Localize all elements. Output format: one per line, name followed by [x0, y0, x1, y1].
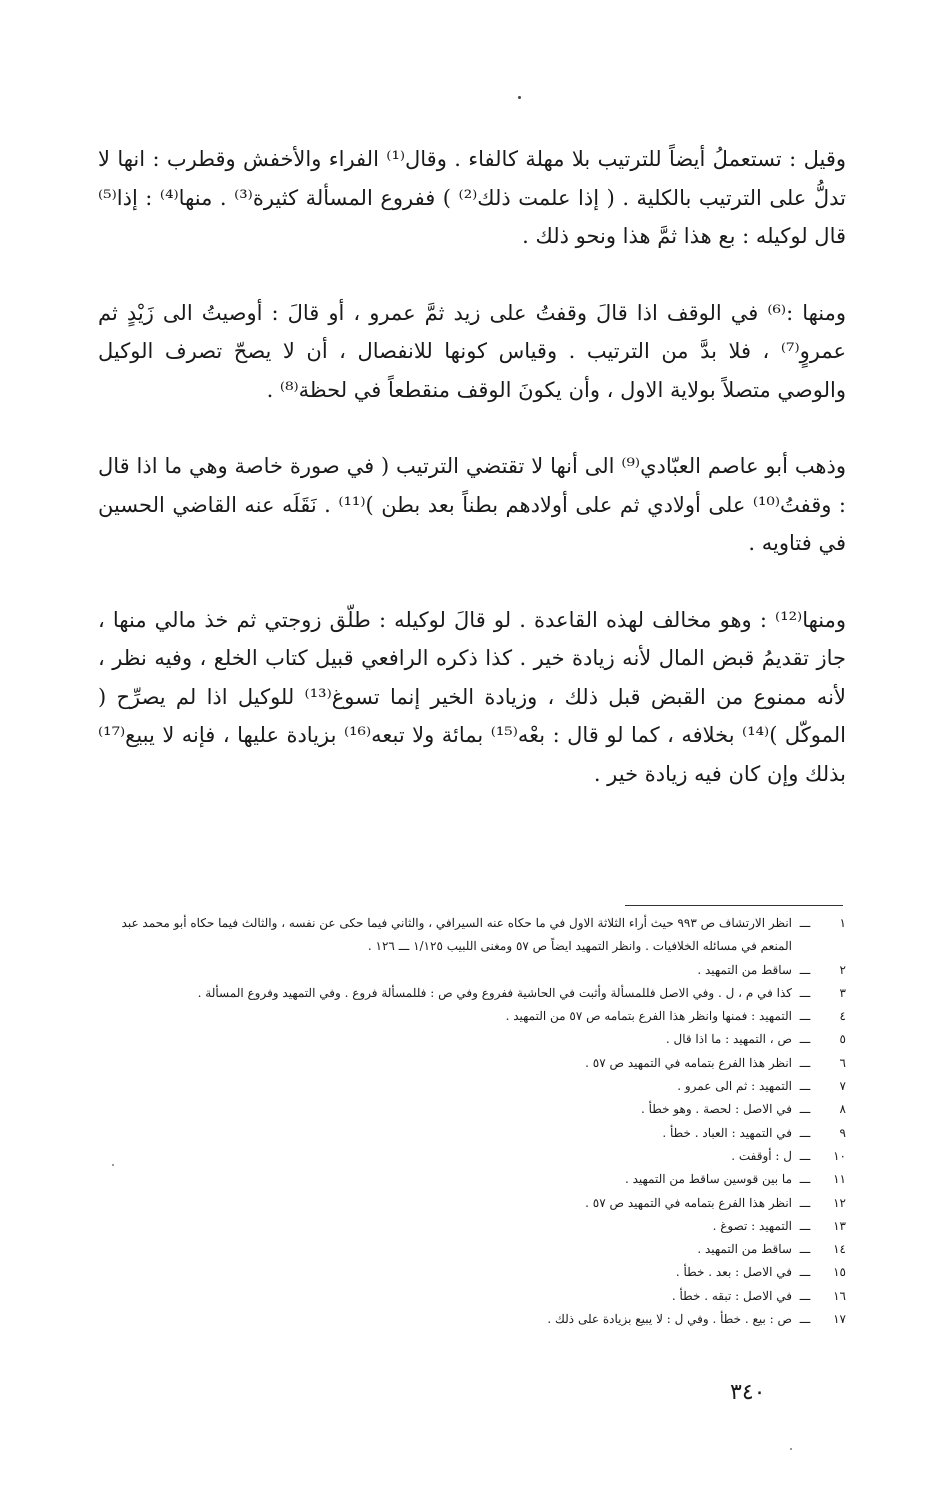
footnote — [98, 1075, 846, 1098]
scan-speck — [112, 1164, 114, 1166]
footnote-number: ١١ — [833, 1172, 846, 1187]
footnote-text: التمهيد : تصوغ . — [712, 1218, 792, 1233]
footnote-number: ١٠ — [833, 1148, 846, 1163]
footnote — [98, 1005, 846, 1028]
footnote-dash: ـــ — [799, 1032, 811, 1047]
footnote-dash: ـــ — [799, 1265, 811, 1280]
footnote-text: انظر هذا الفرع بتمامه في التمهيد ص ٥٧ . — [585, 1195, 792, 1210]
footnote — [98, 1261, 846, 1284]
footnote-text: ص : بيع . خطأ . وفي ل : لا يبيع بزيادة على ذلك . — [547, 1312, 792, 1327]
footnote — [98, 1308, 846, 1331]
footnote-dash: ـــ — [799, 916, 811, 930]
paragraph: وقيل : تستعملُ أيضاً للترتيب بلا مهلة كالفاء . وقال⁽¹⁾ الفراء والأخفش وقطرب : انها لا تدلُّ على الترتيب بالكلية . ( إذا علمت ذلك⁽²⁾ ) ففروع المسألة كثيرة⁽³⁾ . منها⁽⁴⁾ : إذا⁽⁵⁾ قال لوكيله : بع هذا ثمَّ هذا ونحو ذلك . — [98, 147, 847, 248]
footnote-dash: ـــ — [799, 1125, 811, 1140]
footnote-text: انظر هذا الفرع بتمامه في التمهيد ص ٥٧ . — [585, 1055, 792, 1070]
footnote-text: في الاصل : لحصة . وهو خطأ . — [640, 1102, 792, 1117]
footnote-number: ١٣ — [833, 1218, 846, 1233]
scan-speck — [790, 1448, 792, 1450]
footnote — [98, 1285, 846, 1308]
footnote-number: ٥ — [839, 1032, 846, 1047]
page-number: ٣٤٠ — [730, 1380, 766, 1405]
footnote-text: ما بين قوسين ساقط من التمهيد . — [624, 1172, 792, 1187]
footnote-text: في الاصل : بعد . خطأ . — [675, 1265, 792, 1280]
footnote — [98, 1238, 846, 1261]
footnote — [98, 1215, 846, 1238]
footnote-number: ١ — [839, 916, 846, 930]
footnote — [98, 1028, 846, 1051]
footnote-dash: ـــ — [799, 962, 811, 977]
footnote-number: ٣ — [839, 985, 846, 1000]
footnote — [98, 912, 846, 959]
footnote-dash: ـــ — [799, 1079, 811, 1094]
top-dot — [518, 96, 521, 99]
footnote-text: ساقط من التمهيد . — [697, 1242, 792, 1257]
footnote-dash: ـــ — [799, 1312, 811, 1327]
footnote-number: ٩ — [839, 1125, 846, 1140]
footnote-text: انظر الارتشاف ص ٩٩٣ حيث أراء الثلاثة الاول في ما حكاه عنه السيرافي ، والثاني فيما حكى عن نفسه ، والثالث فيما حكاه أبو محمد عبد المنعم في مسائله الخلافيات . وانظر التمهيد ايضاً ص ٥٧ ومغنى اللبيب ١/١٢٥ ـــ ١٢٦ . — [121, 916, 792, 954]
footnote-number: ٦ — [839, 1055, 846, 1070]
footnote-dash: ـــ — [799, 1009, 811, 1024]
footnote-number: ١٤ — [833, 1242, 846, 1257]
footnote — [98, 1168, 846, 1191]
footnote-text: في الاصل : تبقه . خطأ . — [671, 1288, 792, 1303]
footnote-number: ٧ — [839, 1079, 846, 1094]
paragraph: ومنها⁽¹²⁾ : وهو مخالف لهذه القاعدة . لو قالَ لوكيله : طلّق زوجتي ثم خذ مالي منها ، جاز تقديمُ قبض المال لأنه زيادة خير . كذا ذكره الرافعي قبيل كتاب الخلع ، وفيه نظر ، لأنه ممنوع من القبض قبل ذلك ، وزيادة الخير إنما تسوغ⁽¹³⁾ للوكيل اذا لم يصرِّح ( الموكّل )⁽¹⁴⁾ بخلافه ، كما لو قال : بعْه⁽¹⁵⁾ بمائة ولا تبعه⁽¹⁶⁾ بزيادة عليها ، فإنه لا يبيع⁽¹⁷⁾ بذلك وإن كان فيه زيادة خير . — [98, 607, 846, 786]
main-text — [98, 140, 846, 793]
footnote-text: ساقط من التمهيد . — [697, 962, 792, 977]
footnote — [98, 1192, 846, 1215]
footnote-dash: ـــ — [799, 1195, 811, 1210]
footnote — [98, 1145, 846, 1168]
footnote-dash: ـــ — [799, 1218, 811, 1233]
footnote — [98, 1098, 846, 1121]
footnote-number: ١٧ — [833, 1312, 846, 1327]
footnote-text: ل : أوقفت . — [731, 1148, 792, 1163]
footnote-text: كذا في م ، ل . وفي الاصل فللمسألة وأثبت في الحاشية ففروع وفي ص : فللمسألة فروع . وفي التمهيد وفروع المسألة . — [197, 985, 792, 1000]
footnote-dash: ـــ — [799, 1172, 811, 1187]
footnote-dash: ـــ — [799, 1242, 811, 1257]
footnote-dash: ـــ — [799, 985, 811, 1000]
footnote-text: ص ، التمهيد : ما اذا قال . — [665, 1032, 792, 1047]
footnote-number: ٢ — [839, 962, 846, 977]
footnote-text: في التمهيد : العباد . خطأ . — [662, 1125, 792, 1140]
footnote-dash: ـــ — [799, 1288, 811, 1303]
footnote-number: ٨ — [839, 1102, 846, 1117]
footnote-text: التمهيد : فمنها وانظر هذا الفرع بتمامه ص ٥٧ من التمهيد . — [505, 1009, 792, 1024]
footnote-dash: ـــ — [799, 1102, 811, 1117]
footnote-number: ١٢ — [833, 1195, 846, 1210]
footnote-number: ١٦ — [833, 1288, 846, 1303]
footnote-number: ١٥ — [833, 1265, 846, 1280]
footnotes — [98, 912, 846, 1331]
footnote — [98, 1052, 846, 1075]
footnote-dash: ـــ — [799, 1148, 811, 1163]
footnote-text: التمهيد : ثم الى عمرو . — [677, 1079, 792, 1094]
paragraph: ومنها :⁽⁶⁾ في الوقف اذا قالَ وقفتُ على زيد ثمَّ عمرو ، أو قالَ : أوصيتُ الى زَيْدٍ ثم عمروٍ⁽⁷⁾ ، فلا بدَّ من الترتيب . وقياس كونها للانفصال ، أن لا يصحّ تصرف الوكيل والوصي متصلاً بولاية الاول ، وأن يكونَ الوقف منقطعاً في لحظة⁽⁸⁾ . — [98, 300, 847, 402]
footnote — [98, 982, 846, 1005]
footnote-number: ٤ — [839, 1009, 846, 1024]
footnote — [98, 1122, 846, 1145]
footnote — [98, 959, 846, 982]
footnote-dash: ـــ — [799, 1055, 811, 1070]
paragraph: وذهب أبو عاصم العبّادي⁽⁹⁾ الى أنها لا تقتضي الترتيب ( في صورة خاصة وهي ما اذا قال : وقفتُ⁽¹⁰⁾ على أولادي ثم على أولادهم بطناً بعد بطن )⁽¹¹⁾ . نَقَلَه عنه القاضي الحسين في فتاويه . — [98, 454, 847, 555]
footnote-separator — [625, 905, 843, 906]
